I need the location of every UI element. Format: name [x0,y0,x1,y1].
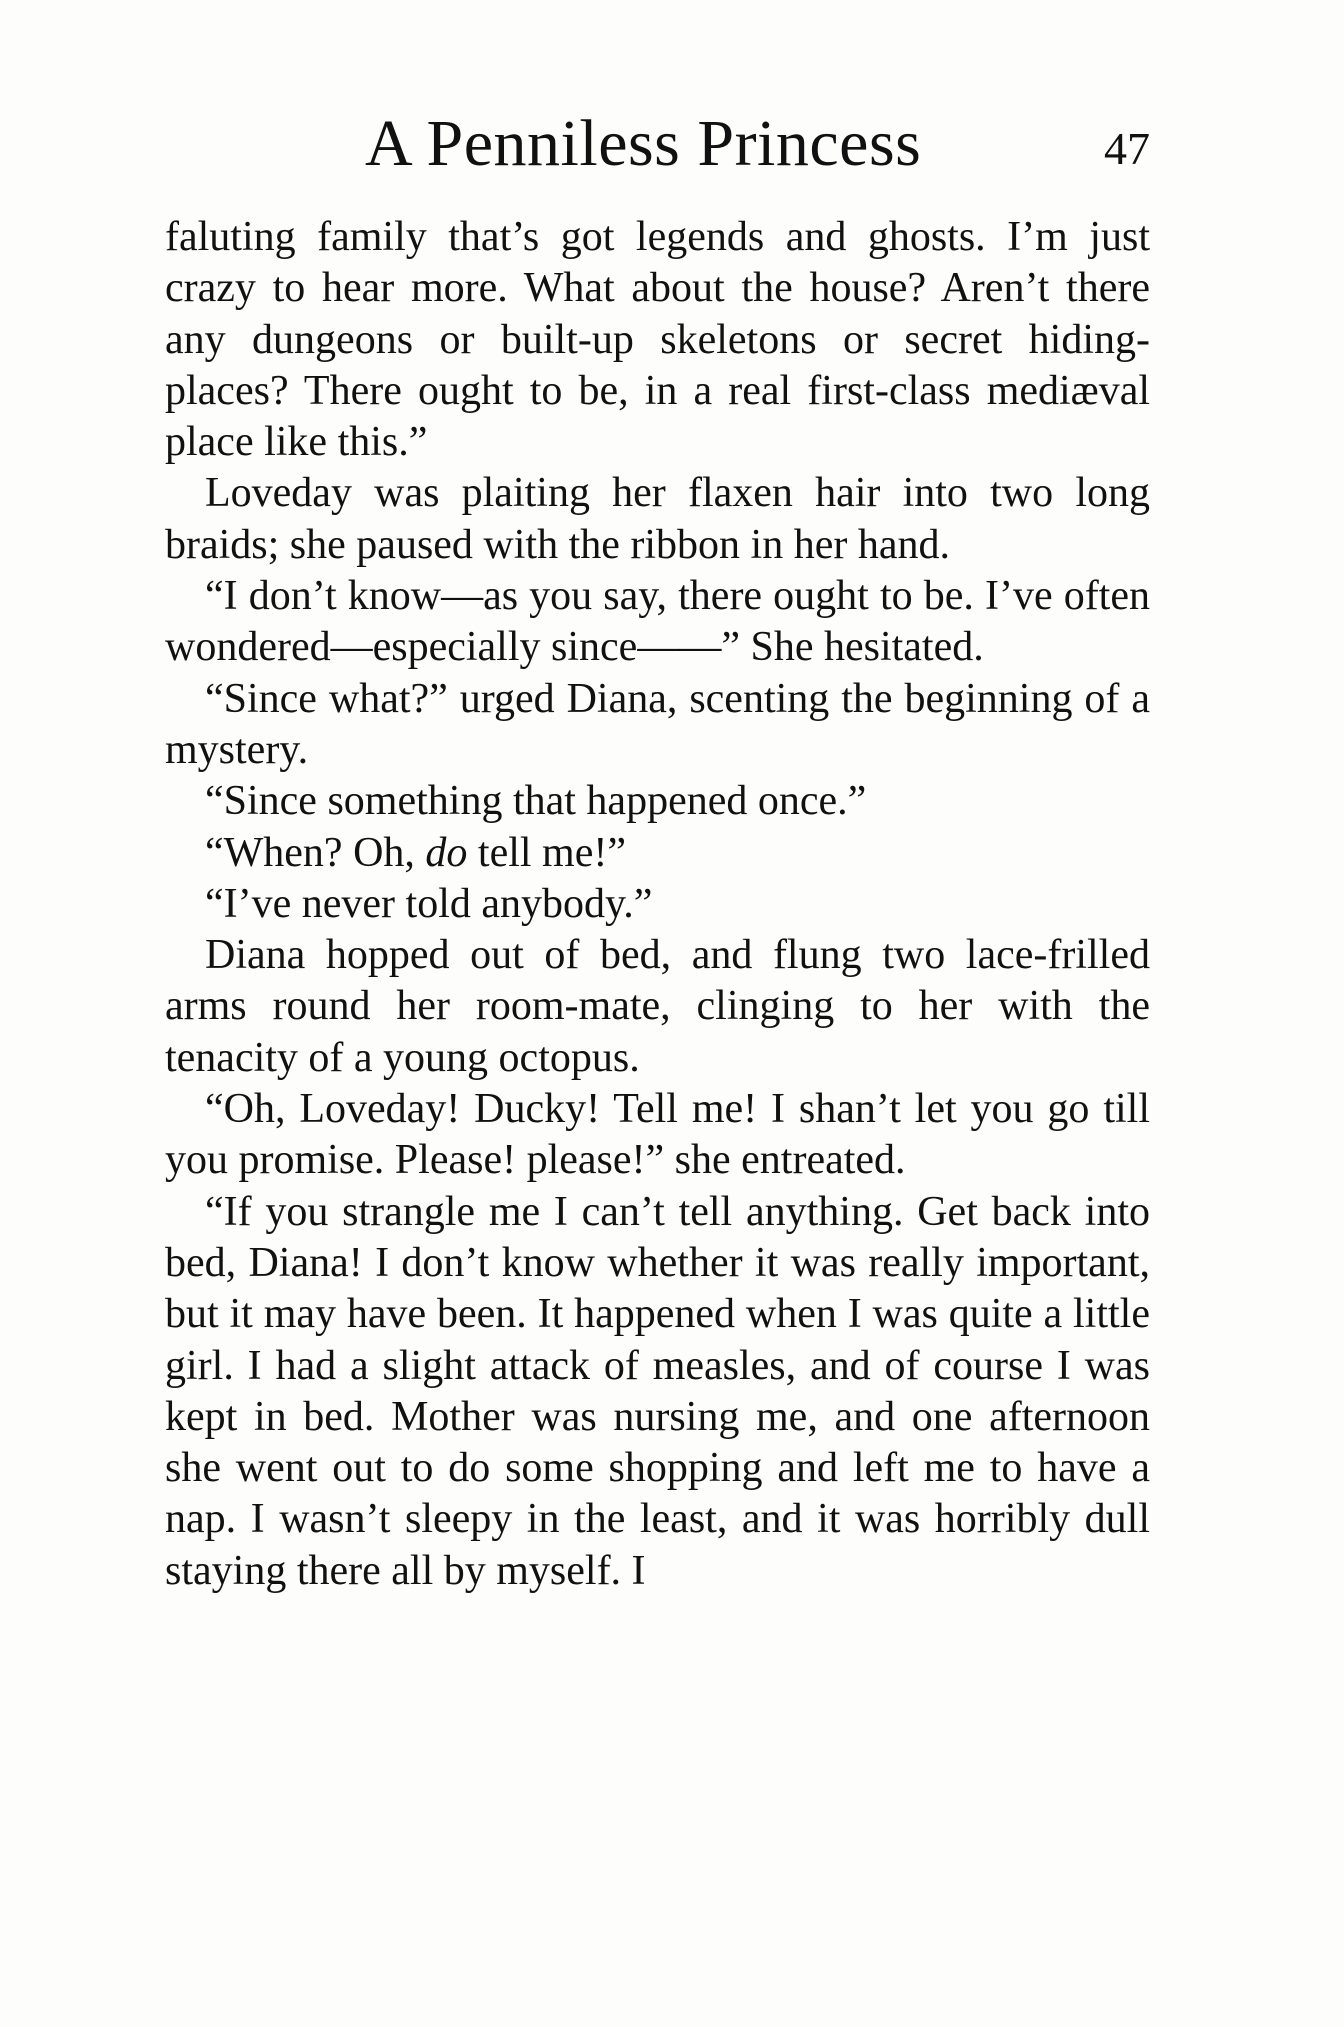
paragraph: “Since something that happened once.” [205,778,867,825]
page-header [165,104,1150,184]
paragraph [165,828,1150,879]
running-title: A Penniless Princess [365,107,922,180]
paragraph: Loveday was plaiting her flaxen hair into two long braids; she paused with the ribbon in her hand. [165,470,1150,568]
page-number: 47 [1104,123,1150,174]
paragraph: faluting family that’s got legends and ghosts. I’m just crazy to hear more. What about the house? Aren’t there any dungeons or built-up skeletons or secret hiding-places? There ought to be, in a real first-class mediæval place like this.” [165,214,1150,466]
paragraph: “Oh, Loveday! Ducky! Tell me! I shan’t let you go till you promise. Please! please!” she entreated. [165,1086,1150,1184]
paragraph: “Since what?” urged Diana, scenting the beginning of a mystery. [165,675,1150,773]
paragraph: “If you strangle me I can’t tell anything. Get back into bed, Diana! I don’t know whether it was really important, but it may have been. It happened when I was quite a little girl. I had a slight attack of measles, and of course I was kept in bed. Mother was nursing me, and one afternoon she went out to do some shopping and left me to have a nap. I wasn’t sleepy in the least, and it was horribly dull staying there all by myself. I [165,1188,1150,1594]
body-text [165,212,1150,1597]
dialogue-text: “When? Oh, [205,829,426,876]
dialogue-text: tell me!” [467,829,626,876]
paragraph: “I’ve never told anybody.” [205,880,653,927]
paragraph: “I don’t know—as you say, there ought to be. I’ve often wondered—especially since——” She hesitated. [165,573,1150,671]
emphasized-word: do [425,829,468,876]
paragraph: Diana hopped out of bed, and flung two lace-frilled arms round her room-mate, clinging to her with the tenacity of a young octopus. [165,932,1150,1081]
